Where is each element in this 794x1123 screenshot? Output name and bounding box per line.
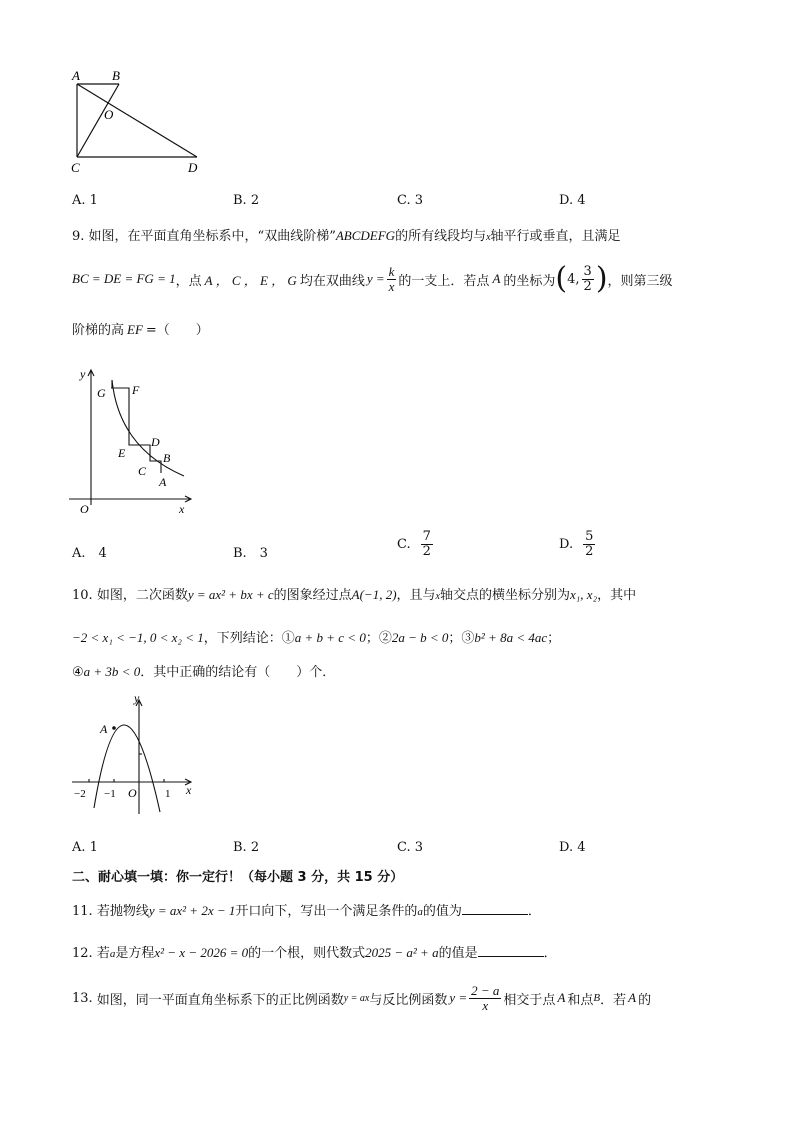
- q12-var: a: [109, 948, 116, 960]
- q9-x-axis: x: [486, 232, 491, 243]
- q9-option-d-fraction: [583, 530, 595, 559]
- q10-text-c: ，且与: [396, 588, 436, 603]
- q10-option-b[interactable]: B. 2: [233, 840, 260, 855]
- q9-coord-num: 3: [583, 263, 592, 279]
- q11-text-c: 的值为: [422, 904, 462, 919]
- q8-option-c[interactable]: C. 3: [397, 193, 424, 208]
- q9-coord-fraction: [582, 265, 594, 294]
- q10-text-j: ④: [72, 665, 84, 680]
- q13-text-f: 的: [638, 992, 652, 1008]
- q12-text-a: 若: [96, 946, 110, 961]
- q9-line1: [72, 225, 621, 244]
- q8-option-b[interactable]: B. 2: [233, 193, 260, 208]
- q9-option-c-den: 2: [422, 544, 431, 559]
- q10-x-axis: x: [435, 591, 440, 602]
- q9-line2: [72, 258, 673, 300]
- q12-line: [72, 942, 557, 961]
- q9-frac-den: x: [388, 278, 395, 294]
- q9-ef: EF: [127, 322, 143, 337]
- q11-answer-blank[interactable]: [462, 902, 528, 915]
- q9-number: 9.: [72, 229, 85, 244]
- q9-label-x: x: [179, 502, 185, 516]
- q9-option-c-prefix: C.: [397, 537, 411, 552]
- q10-text-g: ；②: [365, 631, 392, 646]
- q9-text-d: ，点: [175, 273, 202, 289]
- q13-text-d: 和点: [567, 992, 594, 1008]
- q11-text-b: 开口向下，写出一个满足条件的: [235, 904, 418, 919]
- q10-line1: [72, 584, 636, 603]
- q9-option-c-num: 7: [422, 529, 431, 544]
- q10-number: 10.: [72, 588, 93, 603]
- q12-expression: 2025 − a² + a: [365, 945, 439, 960]
- q13-frac-den: x: [482, 997, 489, 1013]
- q10-line2: [72, 627, 560, 646]
- q9-label-e: E: [118, 446, 126, 460]
- q10-label-a: A: [100, 722, 108, 736]
- q12-end: ．: [543, 946, 557, 961]
- q9-option-d-prefix: D.: [559, 537, 574, 552]
- q9-text-b: 的所有线段均与: [395, 229, 487, 244]
- q9-points: A ， C ， E ， G: [204, 272, 297, 288]
- q11-var: a: [417, 906, 423, 918]
- q8-option-a[interactable]: A. 1: [72, 193, 98, 208]
- q10-text-h: ；③: [448, 631, 475, 646]
- q11-end: ．: [527, 904, 541, 919]
- q10-label-minus1: −1: [104, 788, 116, 800]
- q9-equal-segments: BC = DE = FG = 1: [72, 271, 176, 286]
- q12-text-c: 的一个根，则代数式: [248, 946, 366, 961]
- q13-point-b: B: [593, 992, 601, 1004]
- q9-frac-num: k: [388, 263, 395, 279]
- q10-claim-1: a + b + c < 0: [294, 630, 366, 645]
- q9-paren-right: ): [595, 261, 608, 296]
- q9-paren-left: (: [555, 261, 568, 296]
- q9-hyperbola-fraction: [387, 265, 397, 294]
- q9-option-d-num: 5: [585, 529, 594, 544]
- q10-text-i: ；: [547, 631, 561, 646]
- q9-figure: [64, 360, 204, 520]
- q10-label-y: y: [134, 691, 140, 705]
- q10-label-minus2: −2: [74, 788, 86, 800]
- q9-option-a[interactable]: A. 4: [72, 546, 107, 561]
- q9-hyperbola-y: y =: [366, 271, 385, 286]
- q10-line3: [72, 661, 335, 680]
- q9-label-a: A: [159, 475, 167, 489]
- q10-option-c[interactable]: C. 3: [397, 840, 424, 855]
- label-c: C: [71, 160, 80, 175]
- q10-label-1: 1: [165, 788, 171, 800]
- q9-label-y: y: [80, 367, 86, 381]
- q10-text-b: 的图象经过点: [273, 588, 352, 603]
- q10-text-d: 轴交点的横坐标分别为: [440, 588, 571, 603]
- q13-function-2-y: y =: [449, 990, 468, 1005]
- q10-function: y = ax² + bx + c: [187, 587, 274, 602]
- q13-text-e: ．若: [600, 992, 627, 1008]
- q9-text-i: 阶梯的高: [72, 323, 125, 338]
- q10-option-d[interactable]: D. 4: [559, 840, 586, 855]
- q9-label-b: B: [163, 451, 171, 465]
- q10-text-a: 如图，二次函数: [96, 588, 188, 603]
- q12-equation: x² − x − 2026 = 0: [154, 945, 249, 960]
- q12-text-b: 是方程: [115, 946, 155, 961]
- q13-line: [72, 978, 651, 1018]
- q9-option-c[interactable]: [397, 530, 435, 559]
- q12-text-d: 的值是: [438, 946, 478, 961]
- q10-roots: x₁, x₂: [570, 587, 598, 602]
- label-a: A: [72, 68, 80, 83]
- q9-option-d-den: 2: [585, 544, 594, 559]
- q10-text-f: ，下列结论：①: [203, 631, 295, 646]
- q9-coord-den: 2: [583, 278, 592, 294]
- q13-text-a: 如图，同一平面直角坐标系下的正比例函数: [96, 992, 344, 1008]
- q9-label-d: D: [151, 435, 160, 449]
- q9-option-d[interactable]: [559, 530, 597, 559]
- q9-line3: [72, 319, 209, 338]
- q9-staircase-name: ABCDEFG: [335, 228, 396, 243]
- q10-condition: −2 < x₁ < −1, 0 < x₂ < 1: [72, 630, 204, 645]
- q13-frac-num: 2 − a: [471, 982, 500, 998]
- q9-text-e: 均在双曲线: [299, 273, 365, 289]
- q10-claim-3: b² + 8a < 4ac: [474, 630, 548, 645]
- q10-figure: [64, 690, 204, 820]
- q10-option-a[interactable]: A. 1: [72, 840, 98, 855]
- label-o: O: [104, 107, 114, 122]
- q10-point-a: [112, 726, 116, 730]
- q11-line: [72, 900, 541, 919]
- q9-label-g: G: [97, 386, 106, 400]
- q12-number: 12.: [72, 946, 93, 961]
- q9-point-a: A: [492, 271, 501, 286]
- q10-label-o: O: [128, 786, 137, 800]
- q10-claim-2: 2a − b < 0: [391, 630, 449, 645]
- q10-text-e: ，其中: [597, 588, 637, 603]
- q9-label-o: O: [80, 502, 89, 516]
- q9-hyperbola: [112, 380, 184, 476]
- q10-text-k: ．其中正确的结论有（ ）个．: [140, 665, 336, 680]
- q13-text-b: 与反比例函数: [369, 992, 448, 1008]
- q9-text-f: 的一支上．若点: [398, 273, 490, 289]
- q10-claim-4: a + 3b < 0: [83, 664, 141, 679]
- q13-function-1: y = ax: [343, 992, 370, 1004]
- q9-label-f: F: [132, 383, 140, 397]
- q9-coord-x: 4,: [567, 271, 580, 287]
- q11-function: y = ax² + 2x − 1: [148, 903, 236, 918]
- q9-text-j: =（ ）: [145, 323, 209, 338]
- q12-answer-blank[interactable]: [478, 944, 544, 957]
- q13-text-c: 相交于点: [503, 992, 556, 1008]
- q9-text-h: ，则第三级: [607, 273, 673, 289]
- label-b: B: [112, 68, 120, 83]
- q9-text-c: 轴平行或垂直，且满足: [490, 229, 621, 244]
- q8-option-d[interactable]: D. 4: [559, 193, 586, 208]
- q9-option-c-fraction: [421, 530, 433, 559]
- q10-label-x: x: [186, 783, 192, 797]
- q9-label-c: C: [138, 464, 147, 478]
- q9-text-g: 的坐标为: [503, 273, 556, 289]
- section-2-heading: 二、耐心填一填：你一定行！（每小题 3 分，共 15 分）: [72, 870, 404, 885]
- q13-number: 13.: [72, 990, 93, 1006]
- q11-number: 11.: [72, 904, 93, 919]
- q10-point: A(−1, 2): [351, 587, 397, 602]
- q9-text-a: 如图，在平面直角坐标系中，“双曲线阶梯”: [88, 229, 336, 244]
- q9-option-b[interactable]: B. 3: [233, 546, 268, 561]
- q13-point-a: A: [557, 990, 566, 1005]
- q8-figure: [64, 64, 214, 179]
- segment-ad: [77, 84, 197, 157]
- label-d: D: [188, 160, 198, 175]
- q13-function-2-fraction: [469, 984, 501, 1013]
- q9-staircase: [111, 388, 161, 473]
- q13-point-a-2: A: [628, 990, 637, 1005]
- q11-text-a: 若抛物线: [96, 904, 149, 919]
